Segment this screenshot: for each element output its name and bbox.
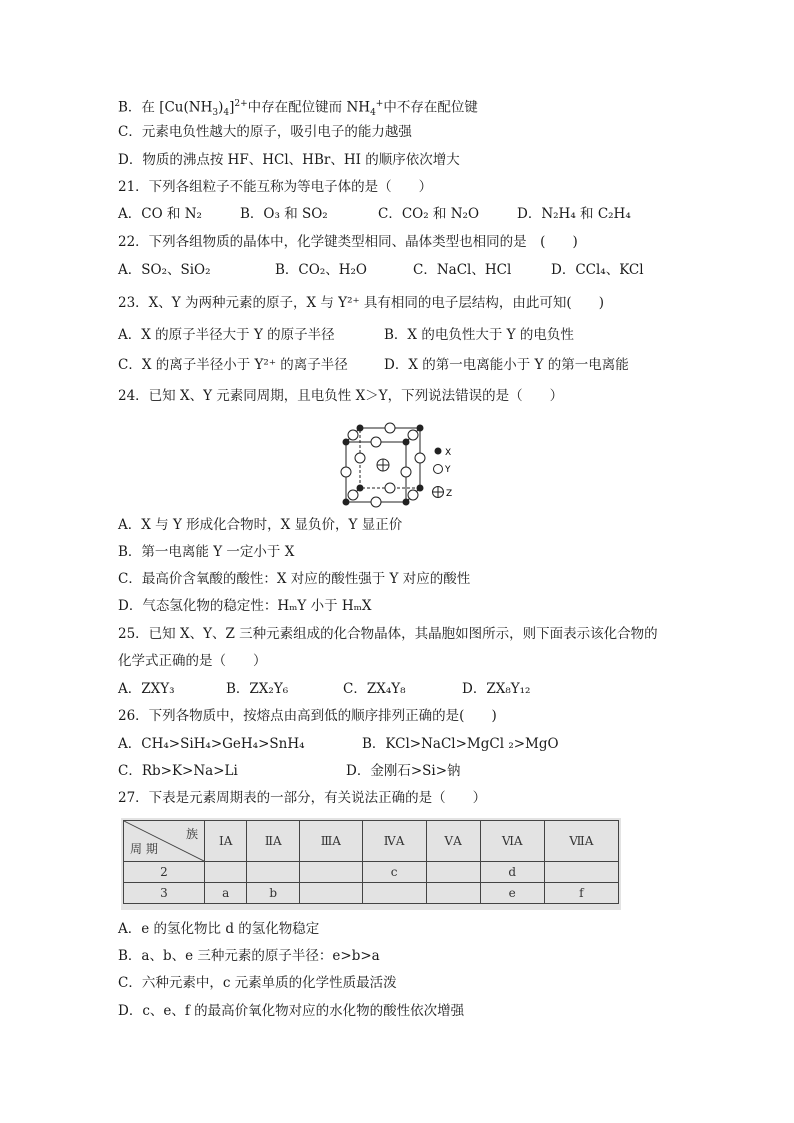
element-cell: c bbox=[362, 862, 426, 883]
question-21-stem: 21．下列各组粒子不能互称为等电子体的是（ ） bbox=[118, 179, 433, 195]
element-cell bbox=[362, 883, 426, 904]
periodic-table-excerpt bbox=[121, 818, 621, 910]
q22-option-a: A．SO₂、SiO₂ bbox=[118, 262, 211, 278]
group-header: ⅡA bbox=[247, 821, 300, 862]
element-cell bbox=[426, 883, 480, 904]
element-cell: b bbox=[247, 883, 300, 904]
q21-option-d: D．N₂H₄ 和 C₂H₄ bbox=[517, 206, 631, 222]
z-atom bbox=[377, 459, 389, 471]
y-atom bbox=[348, 490, 358, 500]
legend-x-marker bbox=[435, 448, 442, 455]
y-atom bbox=[401, 467, 411, 477]
option-d-line: D．物质的沸点按 HF、HCl、HBr、HI 的顺序依次增大 bbox=[118, 152, 460, 168]
y-atom bbox=[408, 430, 418, 440]
x-atom bbox=[343, 439, 350, 446]
group-header: ⅤA bbox=[426, 821, 480, 862]
table-corner-cell bbox=[124, 821, 205, 862]
q26-option-d: D．金刚石>Si>钠 bbox=[346, 763, 461, 779]
q22-option-c: C．NaCl、HCl bbox=[413, 262, 512, 278]
element-cell bbox=[247, 862, 300, 883]
q27-option-b: B．a、b、e 三种元素的原子半径：e>b>a bbox=[118, 948, 380, 964]
element-cell: f bbox=[544, 883, 618, 904]
table-row bbox=[124, 883, 619, 904]
y-atom bbox=[408, 490, 418, 500]
legend-x-label: X bbox=[445, 448, 452, 458]
table-row bbox=[124, 862, 619, 883]
q27-option-d: D．c、e、f 的最高价氧化物对应的水化物的酸性依次增强 bbox=[118, 1003, 465, 1019]
period-cell: 3 bbox=[124, 883, 205, 904]
q21-option-a: A．CO 和 N₂ bbox=[118, 206, 202, 222]
q24-option-b: B．第一电离能 Y 一定小于 X bbox=[118, 544, 295, 560]
y-atom bbox=[371, 497, 381, 507]
q26-option-a: A．CH₄>SiH₄>GeH₄>SnH₄ bbox=[118, 736, 305, 752]
y-atom bbox=[341, 467, 351, 477]
q26-option-b: B．KCl>NaCl>MgCl ₂>MgO bbox=[362, 736, 559, 752]
legend-y-marker bbox=[434, 465, 443, 474]
x-atom bbox=[417, 425, 424, 432]
question-25-stem-line1: 25．已知 X、Y、Z 三种元素组成的化合物晶体，其晶胞如图所示，则下面表示该化合物的 bbox=[118, 626, 658, 642]
y-atom bbox=[371, 437, 381, 447]
q25-option-a: A．ZXY₃ bbox=[118, 681, 175, 697]
q23-option-a: A．X 的原子半径大于 Y 的原子半径 bbox=[118, 327, 335, 343]
element-cell: a bbox=[205, 883, 247, 904]
element-cell bbox=[205, 862, 247, 883]
element-cell: d bbox=[480, 862, 544, 883]
q25-option-c: C．ZX₄Y₈ bbox=[343, 681, 406, 697]
q27-option-c: C．六种元素中，c 元素单质的化学性质最活泼 bbox=[118, 975, 397, 991]
q27-option-a: A．e 的氢化物比 d 的氢化物稳定 bbox=[118, 921, 320, 937]
option-b-line: B．在 $[Cu(NH_3)_4]^{2+}$中存在配位键而 $NH_4^+$中不存在配位键 bbox=[118, 99, 478, 119]
q25-option-b: B．ZX₂Y₆ bbox=[226, 681, 289, 697]
group-header: ⅥA bbox=[480, 821, 544, 862]
q25-option-d: D．ZX₈Y₁₂ bbox=[462, 681, 531, 697]
q23-option-c: C．X 的离子半径小于 Y²⁺ 的离子半径 bbox=[118, 357, 348, 373]
x-atom bbox=[417, 485, 424, 492]
x-atom bbox=[343, 499, 350, 506]
question-27-stem: 27．下表是元素周期表的一部分，有关说法正确的是（ ） bbox=[118, 790, 487, 806]
question-23-stem: 23．X、Y 为两种元素的原子，X 与 Y²⁺ 具有相同的电子层结构，由此可知( ) bbox=[118, 295, 604, 311]
element-cell bbox=[300, 883, 363, 904]
q24-option-c: C．最高价含氧酸的酸性：X 对应的酸性强于 Y 对应的酸性 bbox=[118, 571, 471, 587]
y-atom bbox=[355, 453, 365, 463]
y-atom bbox=[385, 423, 395, 433]
q22-option-d: D．CCl₄、KCl bbox=[551, 262, 644, 278]
corner-period-label: 周 期 bbox=[130, 842, 158, 856]
crystal-cell-figure bbox=[336, 420, 466, 510]
x-atom bbox=[403, 439, 410, 446]
element-cell bbox=[300, 862, 363, 883]
q23-option-d: D．X 的第一电离能小于 Y 的第一电离能 bbox=[384, 357, 629, 373]
x-atom bbox=[403, 499, 410, 506]
q21-option-c: C．CO₂ 和 N₂O bbox=[378, 206, 480, 222]
legend-z-marker bbox=[433, 487, 444, 498]
y-atom bbox=[348, 430, 358, 440]
legend-z-label: Z bbox=[446, 489, 453, 499]
element-cell bbox=[544, 862, 618, 883]
question-26-stem: 26．下列各物质中，按熔点由高到低的顺序排列正确的是( ) bbox=[118, 708, 497, 724]
y-atom bbox=[385, 483, 395, 493]
group-header: ⅢA bbox=[300, 821, 363, 862]
group-header: ⅦA bbox=[544, 821, 618, 862]
x-atom bbox=[357, 485, 364, 492]
element-cell bbox=[426, 862, 480, 883]
y-atom bbox=[415, 453, 425, 463]
x-atom bbox=[357, 425, 364, 432]
q24-option-a: A．X 与 Y 形成化合物时，X 显负价，Y 显正价 bbox=[118, 517, 403, 533]
option-c-line: C．元素电负性越大的原子，吸引电子的能力越强 bbox=[118, 124, 412, 140]
q22-option-b: B．CO₂、H₂O bbox=[275, 262, 367, 278]
element-cell: e bbox=[480, 883, 544, 904]
q26-option-c: C．Rb>K>Na>Li bbox=[118, 763, 238, 779]
q23-option-b: B．X 的电负性大于 Y 的电负性 bbox=[384, 327, 574, 343]
legend-y-label: Y bbox=[445, 465, 451, 475]
group-header: ⅠA bbox=[205, 821, 247, 862]
question-22-stem: 22．下列各组物质的晶体中，化学键类型相同、晶体类型也相同的是 ( ) bbox=[118, 234, 578, 250]
period-cell: 2 bbox=[124, 862, 205, 883]
corner-group-label: 族 bbox=[185, 827, 198, 841]
q21-option-b: B．O₃ 和 SO₂ bbox=[240, 206, 328, 222]
question-24-stem: 24．已知 X、Y 元素同周期，且电负性 X＞Y，下列说法错误的是（ ） bbox=[118, 388, 564, 404]
q24-option-d: D．气态氢化物的稳定性：HₘY 小于 HₘX bbox=[118, 598, 372, 614]
group-header: ⅣA bbox=[362, 821, 426, 862]
question-25-stem-line2: 化学式正确的是（ ） bbox=[118, 653, 267, 669]
